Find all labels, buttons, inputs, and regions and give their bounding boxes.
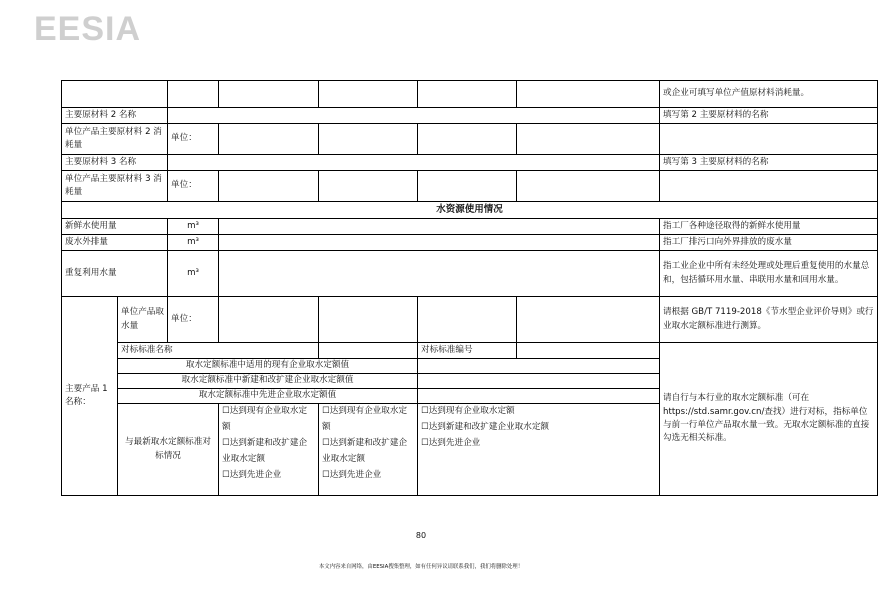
- cell-empty[interactable]: [418, 171, 517, 202]
- check-new-1[interactable]: ☐达到新建和改扩建企业取水定额: [222, 437, 308, 464]
- compare-checkbox-group-2[interactable]: [319, 404, 418, 496]
- material2-unit: 单位：: [168, 124, 219, 155]
- waste-water-label: 废水外排量: [62, 235, 168, 251]
- cell-empty[interactable]: [517, 81, 660, 108]
- product-unit: 单位：: [168, 297, 219, 343]
- cell-empty[interactable]: [517, 171, 660, 202]
- table-row: [62, 108, 878, 124]
- material2-input[interactable]: [168, 108, 660, 124]
- material3-input[interactable]: [168, 155, 660, 171]
- fresh-water-label: 新鲜水使用量: [62, 219, 168, 235]
- cell-empty[interactable]: [418, 297, 517, 343]
- material2-consumption-label: 单位产品主要原材料 2 消耗量: [62, 124, 168, 155]
- eesia-logo: EESIA: [34, 10, 142, 48]
- material3-label: 主要原材料 3 名称: [62, 155, 168, 171]
- standard-name-input[interactable]: [319, 343, 418, 359]
- quota-new-input[interactable]: [418, 374, 660, 389]
- check-advanced-1[interactable]: ☐达到先进企业: [222, 469, 282, 480]
- footer-disclaimer: 本文内容来自网络，由EESIA搜集整理，如有任何异议请联系我们，我们将删除处理！: [318, 564, 524, 570]
- enterprise-info-form: [61, 80, 878, 496]
- cell-empty[interactable]: [418, 81, 517, 108]
- cell-empty: [660, 124, 878, 155]
- check-new-2[interactable]: ☐达到新建和改扩建企业取水定额: [322, 437, 408, 464]
- unit-water-label: 单位产品取水量: [118, 297, 168, 343]
- page-number: 80: [415, 531, 427, 540]
- cell-empty[interactable]: [219, 171, 319, 202]
- standard-name-label: 对标标准名称: [118, 343, 319, 359]
- waste-water-unit: m³: [168, 235, 219, 251]
- table-row: [62, 235, 878, 251]
- table-row: [62, 343, 878, 359]
- water-section-title: 水资源使用情况: [62, 202, 878, 219]
- fresh-water-input[interactable]: [219, 219, 660, 235]
- standard-no-input[interactable]: [517, 343, 660, 359]
- check-advanced-2[interactable]: ☐达到先进企业: [322, 469, 382, 480]
- cell-empty[interactable]: [319, 124, 418, 155]
- table-row: [62, 219, 878, 235]
- compare-checkbox-group-1[interactable]: [219, 404, 319, 496]
- compare-checkbox-group-3[interactable]: [418, 404, 660, 496]
- cell-empty[interactable]: [319, 81, 418, 108]
- check-new-3[interactable]: ☐达到新建和改扩建企业取水定额: [421, 421, 550, 432]
- material3-unit: 单位：: [168, 171, 219, 202]
- cell-empty[interactable]: [219, 297, 319, 343]
- cell-empty[interactable]: [517, 124, 660, 155]
- standard-no-label: 对标标准编号: [418, 343, 517, 359]
- quota-existing-input[interactable]: [418, 359, 660, 374]
- cell-empty[interactable]: [62, 81, 168, 108]
- cell-empty[interactable]: [517, 297, 660, 343]
- table-row: [62, 124, 878, 155]
- table-row: [62, 81, 878, 108]
- check-existing-2[interactable]: ☐达到现有企业取水定额: [322, 406, 408, 432]
- product1-label: 主要产品 1 名称：: [62, 297, 118, 496]
- cell-empty[interactable]: [319, 297, 418, 343]
- table-row: [62, 171, 878, 202]
- material2-label: 主要原材料 2 名称: [62, 108, 168, 124]
- quota-existing-label: 取水定额标准中适用的现有企业取水定额值: [118, 359, 418, 374]
- cell-empty[interactable]: [319, 171, 418, 202]
- quota-new-label: 取水定额标准中新建和改扩建企业取水定额值: [118, 374, 418, 389]
- cell-empty[interactable]: [219, 81, 319, 108]
- table-row: [62, 297, 878, 343]
- check-existing-1[interactable]: ☐达到现有企业取水定额: [222, 406, 308, 432]
- cell-empty[interactable]: [168, 81, 219, 108]
- table-row: [62, 202, 878, 219]
- compare-note: 请自行与本行业的取水定额标准（可在 https://std.samr.gov.cn/查找）进行对标，指标单位与前一行单位产品取水量一致。无取水定额标准的直接勾选无相关标准。: [660, 343, 878, 496]
- compare-label: 与最新取水定额标准对标情况: [118, 404, 219, 496]
- reuse-water-unit: m³: [168, 251, 219, 297]
- reuse-water-note: 指工业企业中所有未经处理或处理后重复使用的水量总和，包括循环用水量、串联用水量和回用水量。: [660, 251, 878, 297]
- check-advanced-3[interactable]: ☐达到先进企业: [421, 437, 481, 448]
- quota-advanced-input[interactable]: [418, 389, 660, 404]
- cell-empty[interactable]: [219, 124, 319, 155]
- fresh-water-unit: m³: [168, 219, 219, 235]
- waste-water-note: 指工厂排污口向外界排放的废水量: [660, 235, 878, 251]
- material3-consumption-label: 单位产品主要原材料 3 消耗量: [62, 171, 168, 202]
- material2-note: 填写第 2 主要原材料的名称: [660, 108, 878, 124]
- cell-empty: [660, 171, 878, 202]
- check-existing-3[interactable]: ☐达到现有企业取水定额: [421, 406, 515, 416]
- waste-water-input[interactable]: [219, 235, 660, 251]
- table-row: [62, 251, 878, 297]
- top-note: 或企业可填写单位产值原材料消耗量。: [660, 81, 878, 108]
- reuse-water-input[interactable]: [219, 251, 660, 297]
- fresh-water-note: 指工厂各种途径取得的新鲜水使用量: [660, 219, 878, 235]
- table-row: [62, 155, 878, 171]
- reuse-water-label: 重复利用水量: [62, 251, 168, 297]
- quota-advanced-label: 取水定额标准中先进企业取水定额值: [118, 389, 418, 404]
- unit-water-note: 请根据 GB/T 7119-2018《节水型企业评价导则》或行业取水定额标准进行测算。: [660, 297, 878, 343]
- material3-note: 填写第 3 主要原材料的名称: [660, 155, 878, 171]
- cell-empty[interactable]: [418, 124, 517, 155]
